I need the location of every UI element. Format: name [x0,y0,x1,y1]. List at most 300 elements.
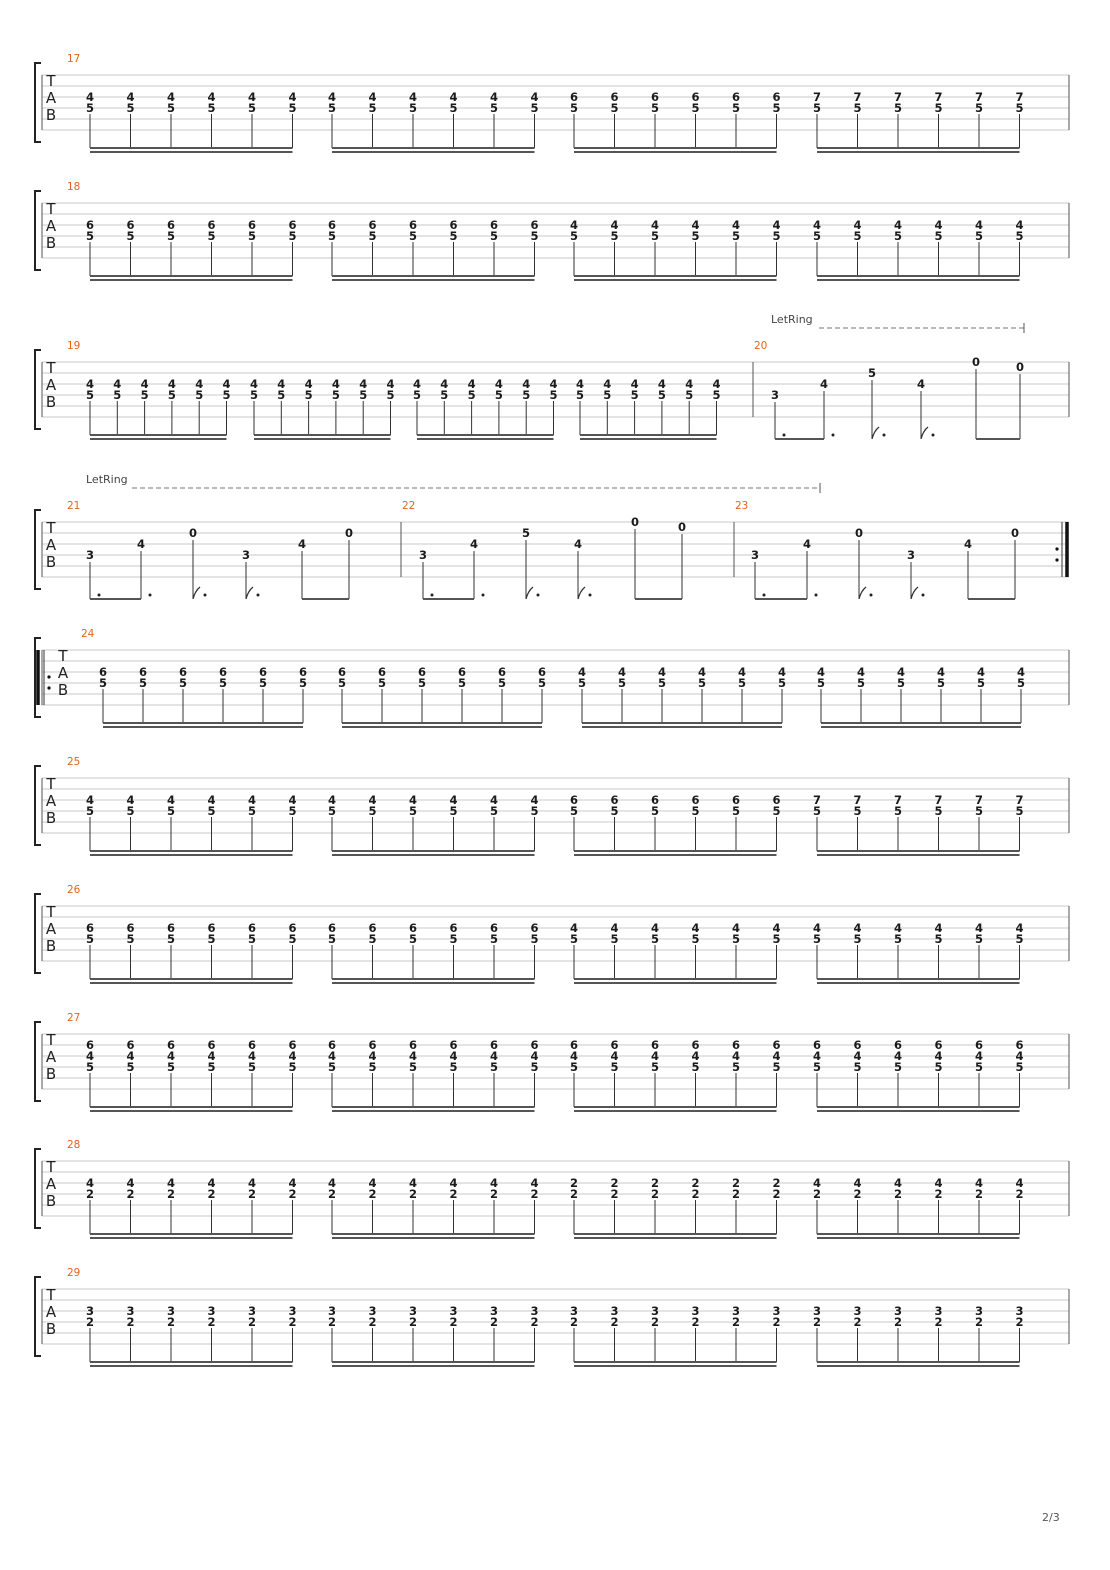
measure-28 [67,1139,1024,1238]
fret-number: 3 [1015,1304,1024,1318]
fret-number: 4 [489,90,499,104]
fret-number: 4 [856,665,866,679]
fret-number: 2 [650,1187,660,1201]
fret-number: 4 [772,1049,781,1063]
fret-number: 2 [530,1315,539,1329]
fret-number: 5 [657,676,667,690]
fret-number: 4 [469,537,479,551]
fret-number: 4 [812,921,822,935]
fret-number: 5 [896,676,906,690]
fret-number: 6 [298,665,308,679]
fret-number: 2 [288,1315,297,1329]
fret-number: 5 [853,101,862,115]
fret-number: 6 [85,921,95,935]
fret-number: 4 [207,1049,216,1063]
fret-number: 6 [98,665,108,679]
measure-19 [67,340,721,439]
fret-number: 5 [853,804,862,818]
fret-number: 5 [222,388,231,402]
fret-number: 4 [812,218,822,232]
fret-number: 5 [207,804,216,818]
fret-number: 4 [610,218,619,232]
fret-number: 4 [288,1176,297,1190]
beam-group [86,921,297,983]
tab-clef-letter: T [46,1158,56,1176]
tab-clef-letter: B [45,234,57,252]
fret-number: 4 [934,1176,943,1190]
fret-number: 5 [530,932,539,946]
fret-number: 4 [802,537,812,551]
fret-number: 4 [408,1176,418,1190]
fret-number: 4 [530,1049,539,1063]
fret-number: 4 [934,921,943,935]
fret-number: 5 [731,229,741,243]
fret-number: 5 [288,932,297,946]
fret-number: 2 [812,1315,822,1329]
tab-system-25 [35,756,1069,855]
fret-number: 5 [126,1060,135,1074]
beam-group [578,665,786,727]
beam-group [338,665,546,727]
fret-number: 5 [1015,229,1024,243]
fret-number: 4 [657,377,666,391]
fret-number: 6 [408,921,418,935]
fret-number: 4 [297,537,307,551]
fret-number: 6 [610,793,619,807]
beam-group [570,1304,781,1366]
fret-number: 5 [737,676,747,690]
fret-number: 6 [731,90,741,104]
beam-group [570,1038,781,1111]
fret-number: 5 [650,101,660,115]
beam-group [86,1176,297,1238]
tab-clef-letter: T [58,647,68,665]
fret-number: 4 [630,377,639,391]
fret-number: 4 [731,1049,741,1063]
augmentation-dot [98,594,101,597]
fret-number: 6 [408,218,418,232]
fret-number: 2 [731,1315,741,1329]
fret-number: 6 [812,1038,822,1052]
fret-number: 5 [368,101,377,115]
tab-clef-letter: T [46,72,56,90]
fret-number: 2 [489,1315,499,1329]
beam-group [813,218,1024,280]
fret-number: 2 [691,1315,700,1329]
fret-number: 2 [288,1187,297,1201]
fret-number: 4 [222,377,231,391]
fret-number: 5 [530,101,539,115]
fret-number: 5 [777,676,787,690]
fret-number: 2 [489,1187,499,1201]
fret-number: 3 [772,1304,781,1318]
fret-number: 4 [449,793,458,807]
fret-number: 5 [934,101,943,115]
fret-number: 4 [530,90,539,104]
fret-number: 4 [530,1176,539,1190]
fret-number: 6 [1015,1038,1024,1052]
fret-number: 4 [1015,218,1024,232]
fret-number: 5 [1015,804,1024,818]
fret-number: 6 [530,218,539,232]
let-ring-label: LetRing [86,473,128,486]
fret-number: 5 [368,1060,377,1074]
fret-number: 4 [331,377,340,391]
note-flag [921,427,928,439]
fret-number: 4 [691,1049,700,1063]
fret-number: 4 [819,377,829,391]
fret-number: 5 [167,388,176,402]
fret-number: 6 [337,665,347,679]
fret-number: 4 [277,377,286,391]
fret-number: 2 [408,1187,418,1201]
fret-number: 4 [126,1176,135,1190]
fret-number: 5 [207,229,216,243]
beam-group [813,1176,1024,1238]
fret-number: 4 [934,1049,943,1063]
tab-clef-letter: A [45,536,57,554]
measure-number: 25 [67,756,81,768]
tab-clef-letter: A [45,1175,57,1193]
beam-group [86,377,231,439]
fret-number: 2 [1015,1315,1024,1329]
beam-group [570,921,781,983]
fret-number: 2 [691,1187,700,1201]
fret-number: 5 [166,229,176,243]
beam-group [813,921,1024,983]
fret-number: 5 [166,804,176,818]
tab-system-26 [35,884,1069,983]
fret-number: 5 [731,1060,741,1074]
augmentation-dot [815,594,818,597]
fret-number: 6 [126,1038,135,1052]
fret-number: 3 [207,1304,216,1318]
fret-number: 5 [247,101,257,115]
fret-number: 6 [530,921,539,935]
fret-number: 4 [530,793,539,807]
fret-number: 5 [304,388,313,402]
fret-number: 6 [489,1038,499,1052]
fret-number: 5 [489,229,499,243]
note-flag [859,587,866,599]
fret-number: 5 [893,804,903,818]
fret-number: 4 [650,218,660,232]
fret-number: 5 [85,388,95,402]
fret-number: 4 [368,1049,377,1063]
fret-number: 5 [936,676,946,690]
measure-number: 24 [81,628,95,640]
fret-number: 2 [731,1187,741,1201]
fret-number: 2 [853,1187,862,1201]
fret-number: 5 [530,1060,539,1074]
fret-number: 4 [893,1176,903,1190]
fret-number: 2 [85,1187,95,1201]
fret-number: 4 [573,537,583,551]
augmentation-dot [832,434,835,437]
beam-group [328,1038,539,1111]
fret-number: 5 [126,101,135,115]
fret-number: 4 [712,377,721,391]
fret-number: 5 [867,366,877,380]
fret-number: 5 [85,229,95,243]
fret-number: 5 [772,101,781,115]
fret-number: 4 [489,1049,499,1063]
fret-number: 2 [449,1315,458,1329]
fret-number: 5 [650,229,660,243]
fret-number: 4 [113,377,122,391]
fret-number: 5 [126,804,135,818]
note-flag [526,587,533,599]
beam-group [86,1304,297,1366]
fret-number: 3 [449,1304,458,1318]
beam-group [328,218,539,280]
tab-system-21 [35,500,1069,599]
fret-number: 2 [166,1315,176,1329]
fret-number: 5 [1016,676,1026,690]
measure-22 [401,500,686,599]
fret-number: 2 [368,1315,377,1329]
fret-number: 2 [126,1315,135,1329]
fret-number: 2 [85,1315,95,1329]
fret-number: 5 [359,388,368,402]
fret-number: 5 [249,388,259,402]
note-flag [193,587,200,599]
augmentation-dot [589,594,592,597]
fret-number: 5 [691,1060,700,1074]
fret-number: 4 [368,793,377,807]
fret-number: 5 [327,804,337,818]
augmentation-dot [257,594,260,597]
fret-number: 5 [934,804,943,818]
fret-number: 5 [1015,101,1024,115]
fret-number: 4 [617,665,627,679]
fret-number: 5 [974,932,984,946]
fret-number: 4 [249,377,259,391]
fret-number: 5 [497,676,507,690]
tab-clef-letter: A [57,664,69,682]
fret-number: 4 [812,1049,822,1063]
fret-number: 4 [449,1176,458,1190]
fret-number: 2 [934,1187,943,1201]
fret-number: 2 [974,1187,984,1201]
tab-clef-letter: T [46,775,56,793]
fret-number: 2 [610,1315,619,1329]
fret-number: 5 [288,229,297,243]
fret-number: 5 [298,676,308,690]
fret-number: 6 [166,218,176,232]
fret-number: 4 [697,665,707,679]
fret-number: 4 [247,793,257,807]
fret-number: 3 [327,1304,337,1318]
fret-number: 5 [327,101,337,115]
fret-number: 3 [126,1304,135,1318]
fret-number: 3 [893,1304,903,1318]
fret-number: 4 [408,90,418,104]
fret-number: 4 [893,1049,903,1063]
fret-number: 5 [126,229,135,243]
fret-number: 4 [575,377,585,391]
fret-number: 5 [467,388,476,402]
fret-number: 5 [691,101,700,115]
augmentation-dot [932,434,935,437]
fret-number: 4 [408,793,418,807]
fret-number: 5 [489,1060,499,1074]
beam-group [813,793,1024,855]
fret-number: 4 [853,1176,862,1190]
fret-number: 4 [737,665,747,679]
fret-number: 6 [934,1038,943,1052]
fret-number: 6 [449,921,458,935]
fret-number: 3 [934,1304,943,1318]
fret-number: 5 [650,932,660,946]
fret-number: 4 [140,377,149,391]
fret-number: 6 [327,1038,337,1052]
augmentation-dot [204,594,207,597]
note-flag [911,587,918,599]
fret-number: 2 [610,1176,619,1190]
fret-number: 5 [934,932,943,946]
beam-group [328,90,539,152]
fret-number: 4 [167,377,176,391]
augmentation-dot [431,594,434,597]
fret-number: 4 [610,921,619,935]
note-flag [872,427,879,439]
fret-number: 4 [812,1176,822,1190]
fret-number: 5 [976,676,986,690]
fret-number: 2 [207,1187,216,1201]
fret-number: 5 [494,388,503,402]
fret-number: 4 [166,90,176,104]
fret-number: 5 [113,388,122,402]
fret-number: 4 [247,1049,257,1063]
beam-group [86,90,297,152]
fret-number: 5 [731,804,741,818]
fret-number: 4 [896,665,906,679]
fret-number: 5 [258,676,268,690]
tab-clef-letter: T [46,1286,56,1304]
fret-number: 2 [327,1315,337,1329]
fret-number: 5 [934,229,943,243]
fret-number: 4 [85,90,95,104]
fret-number: 5 [522,388,531,402]
fret-number: 5 [408,1060,418,1074]
fret-number: 4 [195,377,204,391]
let-ring-annotation [771,313,1024,333]
tab-clef-letter: B [45,937,57,955]
beam-group [813,90,1024,152]
fret-number: 4 [934,218,943,232]
measure-29 [67,1267,1024,1366]
fret-number: 5 [449,1060,458,1074]
fret-number: 6 [178,665,188,679]
fret-number: 0 [1010,526,1020,540]
fret-number: 6 [327,921,337,935]
fret-number: 5 [140,388,149,402]
fret-number: 5 [577,676,587,690]
fret-number: 5 [712,388,721,402]
fret-number: 4 [777,665,787,679]
fret-number: 5 [207,1060,216,1074]
fret-number: 4 [936,665,946,679]
measure-number: 20 [754,340,768,352]
fret-number: 6 [288,921,297,935]
fret-number: 4 [288,90,297,104]
fret-number: 5 [537,676,547,690]
fret-number: 6 [691,1038,700,1052]
fret-number: 6 [288,218,297,232]
system-bracket [35,1277,41,1356]
fret-number: 5 [126,932,135,946]
fret-number: 5 [408,229,418,243]
fret-number: 4 [327,793,337,807]
fret-number: 2 [691,1176,700,1190]
fret-number: 5 [893,932,903,946]
fret-number: 5 [853,932,862,946]
beam-group [570,90,781,152]
tab-clef-letter: B [45,553,57,571]
tab-clef-letter: A [45,89,57,107]
fret-number: 5 [934,1060,943,1074]
fret-number: 5 [569,804,579,818]
fret-number: 5 [691,804,700,818]
tab-clef-letter: A [45,217,57,235]
fret-number: 5 [657,388,666,402]
fret-number: 4 [974,921,984,935]
fret-number: 5 [1015,932,1024,946]
fret-number: 3 [610,1304,619,1318]
fret-number: 0 [971,355,981,369]
fret-number: 5 [449,101,458,115]
fret-number: 6 [417,665,427,679]
fret-number: 5 [377,676,387,690]
fret-number: 5 [772,1060,781,1074]
fret-number: 3 [691,1304,700,1318]
fret-number: 5 [247,932,257,946]
augmentation-dot [537,594,540,597]
measure-17 [67,53,1024,152]
fret-number: 6 [85,218,95,232]
fret-number: 6 [691,793,700,807]
fret-number: 6 [368,1038,377,1052]
fret-number: 4 [963,537,973,551]
fret-number: 0 [677,520,687,534]
fret-number: 4 [657,665,667,679]
fret-number: 6 [207,921,216,935]
fret-number: 6 [497,665,507,679]
fret-number: 6 [569,1038,579,1052]
fret-number: 5 [288,804,297,818]
fret-number: 3 [85,548,95,562]
tab-system-29 [35,1267,1069,1366]
fret-number: 4 [976,665,986,679]
fret-number: 5 [489,804,499,818]
measure-number: 19 [67,340,81,352]
fret-number: 5 [974,229,984,243]
beam-group [813,1038,1024,1111]
fret-number: 6 [368,921,377,935]
fret-number: 5 [247,1060,257,1074]
fret-number: 4 [1015,1176,1024,1190]
fret-number: 6 [85,1038,95,1052]
fret-number: 2 [772,1315,781,1329]
fret-number: 3 [731,1304,741,1318]
beam-group [250,377,395,439]
fret-number: 4 [359,377,368,391]
fret-number: 6 [218,665,228,679]
fret-number: 4 [522,377,531,391]
fret-number: 4 [207,1176,216,1190]
fret-number: 6 [258,665,268,679]
